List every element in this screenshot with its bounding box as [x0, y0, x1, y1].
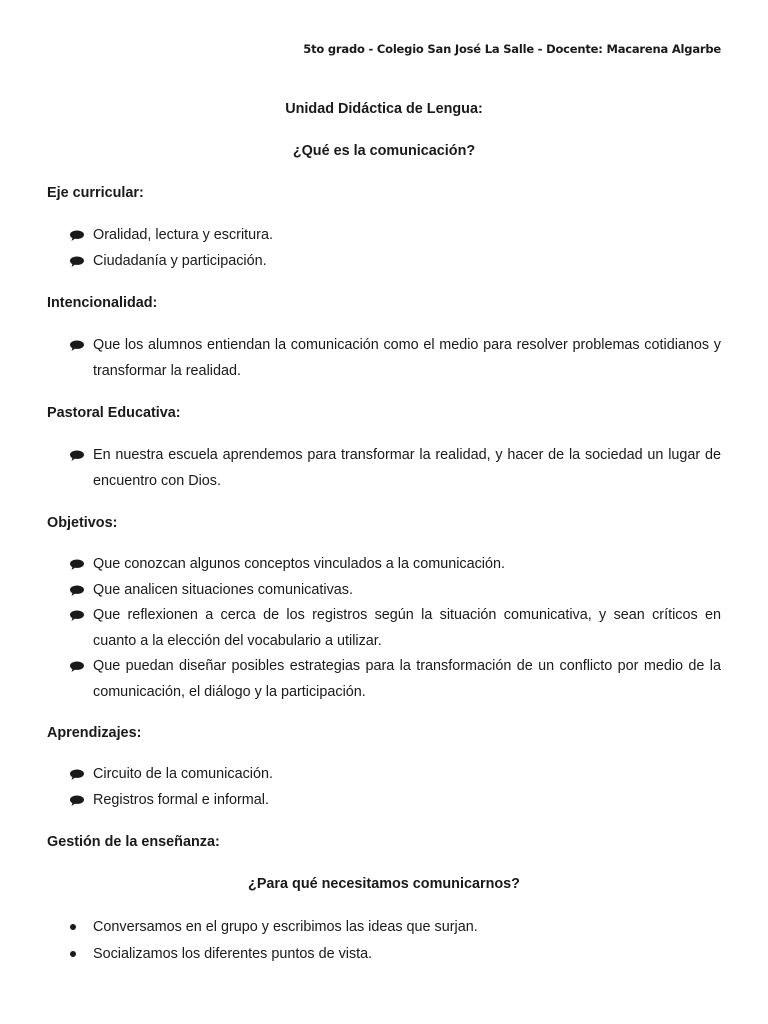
speech-bubble-icon [69, 794, 85, 808]
gestion-question: ¿Para qué necesitamos comunicarnos? [248, 876, 520, 892]
page-header: 5to grado - Colegio San José La Salle - Docente: Macarena Algarbe [303, 42, 721, 56]
list-gestion [47, 914, 721, 968]
list-item-text: Ciudadanía y participación. [93, 252, 267, 269]
speech-bubble-icon [69, 449, 85, 463]
speech-bubble-icon [69, 229, 85, 243]
list-item [47, 603, 721, 654]
bullet-dot-icon [70, 951, 76, 957]
list-item [47, 941, 721, 968]
list-item [47, 914, 721, 941]
list-item [47, 333, 721, 384]
list-item [47, 552, 721, 578]
list-item [47, 443, 721, 494]
list-item [47, 249, 721, 275]
section-heading-aprendizajes: Aprendizajes: [47, 725, 142, 741]
list-item-text: En nuestra escuela aprendemos para transformar la realidad, y hacer de la sociedad un lugar de encuentro con Dios. [93, 447, 721, 489]
list-item-text: Registros formal e informal. [93, 791, 269, 808]
page-subtitle: ¿Qué es la comunicación? [292, 143, 476, 159]
list-item-text: Que conozcan algunos conceptos vinculados a la comunicación. [93, 556, 505, 572]
speech-bubble-icon [69, 768, 85, 782]
section-heading-eje: Eje curricular: [47, 185, 144, 201]
list-objetivos [47, 552, 721, 705]
list-item [47, 762, 721, 788]
list-item-text: Conversamos en el grupo y escribimos las ideas que surjan. [93, 919, 478, 935]
list-item-text: Que puedan diseñar posibles estrategias para la transformación de un conflicto por medio de la comunicación, el diálogo y la participación. [93, 658, 721, 700]
speech-bubble-icon [69, 255, 85, 269]
section-heading-gestion: Gestión de la enseñanza: [47, 834, 220, 850]
bullet-dot-icon [70, 924, 76, 930]
list-item [47, 223, 721, 249]
list-item [47, 788, 721, 814]
list-item-text: Socializamos los diferentes puntos de vista. [93, 946, 373, 962]
speech-bubble-icon [69, 660, 85, 674]
speech-bubble-icon [69, 609, 85, 623]
list-item-text: Que los alumnos entiendan la comunicación como el medio para resolver problemas cotidianos y transformar la realidad. [93, 337, 721, 379]
page-title: Unidad Didáctica de Lengua: [285, 101, 483, 117]
list-item [47, 654, 721, 705]
list-item-text: Oralidad, lectura y escritura. [93, 227, 273, 243]
list-item [47, 578, 721, 604]
list-intencionalidad [47, 333, 721, 384]
speech-bubble-icon [69, 339, 85, 353]
section-heading-pastoral: Pastoral Educativa: [47, 405, 181, 421]
list-aprendizajes [47, 762, 721, 813]
speech-bubble-icon [69, 584, 85, 598]
section-heading-intencionalidad: Intencionalidad: [47, 295, 158, 311]
section-heading-objetivos: Objetivos: [47, 515, 118, 531]
speech-bubble-icon [69, 558, 85, 572]
list-item-text: Circuito de la comunicación. [93, 766, 273, 782]
list-item-text: Que analicen situaciones comunicativas. [93, 581, 353, 598]
list-pastoral [47, 443, 721, 494]
list-item-text: Que reflexionen a cerca de los registros según la situación comunicativa, y sean críticos en cuanto a la elección del vocabulario a utilizar. [93, 607, 721, 649]
list-eje [47, 223, 721, 274]
